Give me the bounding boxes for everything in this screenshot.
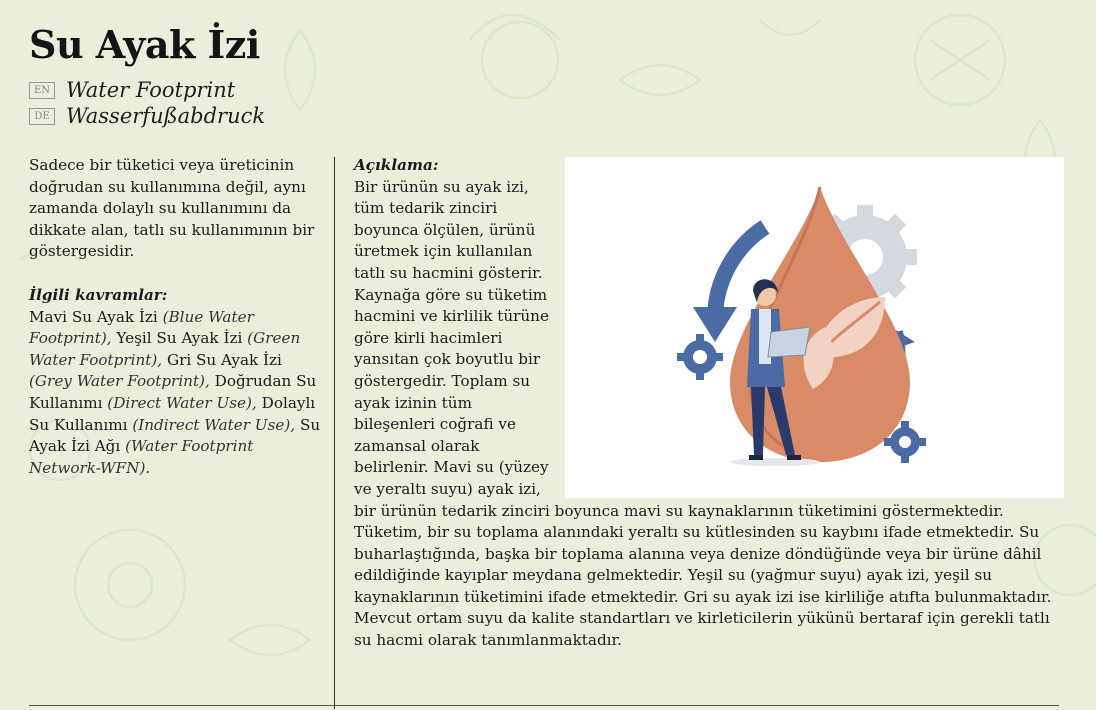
related-term-en: (Direct Water Use), — [107, 393, 257, 412]
related-term-en: (Grey Water Footprint), — [29, 372, 210, 391]
column-divider — [334, 157, 335, 709]
right-column — [354, 155, 1064, 652]
related-term-en: (Indirect Water Use), — [132, 415, 296, 434]
explanation-text: Bir ürünün su ayak izi, tüm tedarik zinciri boyunca ölçülen, ürünü üretmek için kullanılan tatlı su hacmini gösterir. Kaynağa göre su tüketim hacmini ve kirlilik türüne göre kirli hacimleri yansıtan çok boyutlu bir göstergedir. Toplam su ayak izinin tüm bileşenleri coğrafi ve zamansal olarak belirlenir. Mavi su (yüzey ve yeraltı suyu) ayak izi, bir ürünün tedarik zinciri boyunca mavi su kaynaklarının tüketimini göstermektedir. Tüketim, bir su toplama alanındaki yeraltı su kütlesinden su kaybını ifade etmektedir. Su buharlaştığında, başka bir toplama alanına veya denize döndüğünde veya bir ürüne dâhil edildiğinde kayıplar meydana gelmektedir. Yeşil su (yağmur suyu) ayak izi, yeşil su kaynaklarının tüketimini ifade etmektedir. Gri su ayak izi ise kirliliğe atıfta bulunmaktadır. Mevcut ortam suyu da kalite standartları ve kirleticilerin yükünü bertaraf için gerekli tatlı su hacmi olarak tanımlanmaktadır. — [354, 177, 1052, 650]
translation-text-de: Wasserfußabdruck — [66, 104, 266, 128]
related-term: Dolaylı Su Kullanımı — [29, 393, 316, 434]
page-title: Su Ayak İzi — [29, 22, 260, 67]
recycle-arrow-icon — [715, 227, 765, 317]
related-list — [29, 307, 325, 480]
explanation-heading: Açıklama: — [354, 156, 439, 174]
translation-text-en: Water Footprint — [66, 78, 236, 102]
translation-en — [29, 78, 235, 102]
bottom-rule — [29, 705, 1059, 706]
related-heading: İlgili kavramlar: — [29, 285, 168, 304]
definition-text: Sadece bir tüketici veya üreticinin doğrudan su kullanımına değil, aynı zamanda dolaylı su kullanımını da dikkate alan, tatlı su kullanımının bir göstergesidir. — [29, 156, 315, 261]
left-column — [29, 155, 325, 479]
water-footprint-illustration — [565, 157, 1064, 498]
translation-de — [29, 104, 265, 128]
related-term: Doğrudan Su Kullanımı — [29, 372, 317, 412]
related-term-en: (Water Footprint Network-WFN). — [29, 437, 254, 477]
lang-code-de: DE — [29, 108, 55, 125]
related-term-en: (Blue Water Footprint), — [29, 307, 254, 348]
lang-code-en: EN — [29, 82, 55, 99]
related-term: Yeşil Su Ayak İzi — [116, 329, 243, 348]
related-term: Gri Su Ayak İzi — [166, 350, 282, 369]
small-gear-icon — [677, 334, 723, 380]
related-term-en: (Green Water Footprint), — [29, 329, 301, 369]
illustration-svg — [565, 157, 1064, 498]
related-term: Mavi Su Ayak İzi — [29, 307, 158, 326]
related-term: Su Ayak İzi Ağı — [29, 415, 321, 456]
